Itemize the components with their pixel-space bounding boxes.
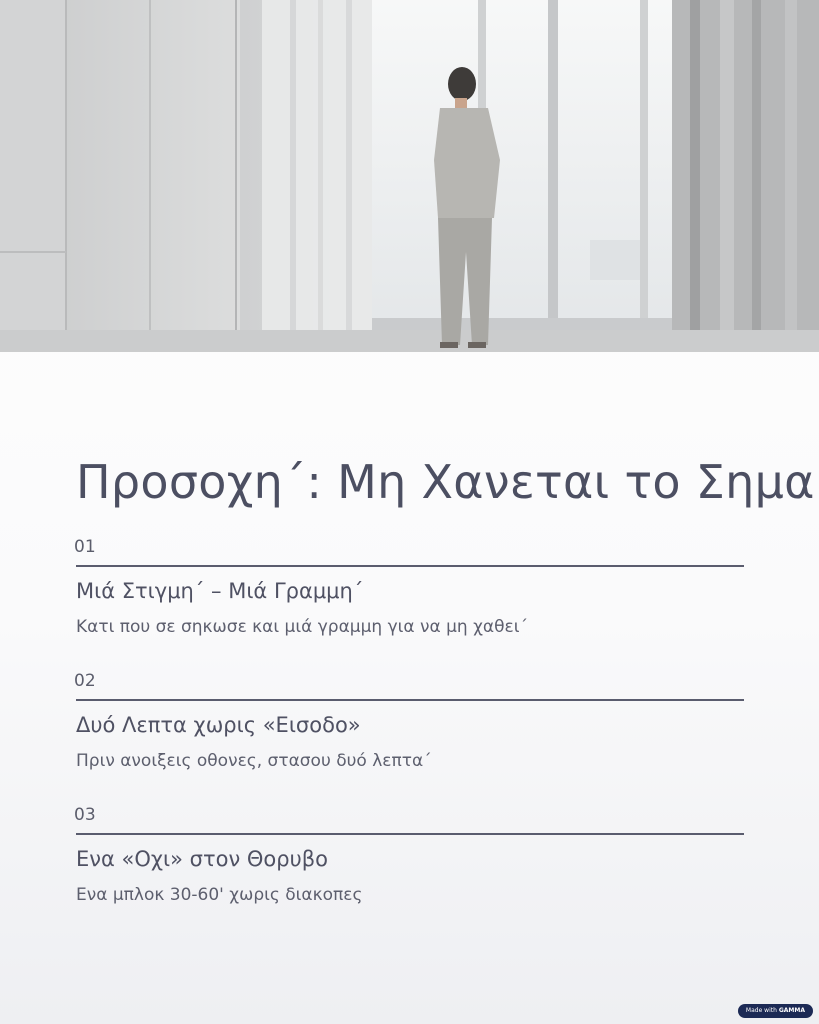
- section-number: 03: [74, 805, 96, 825]
- section-number: 02: [74, 671, 96, 691]
- section-title: Μιά Στιγμη΄ – Μιά Γραμμη΄: [76, 579, 364, 603]
- main-content: [74, 455, 815, 939]
- divider: [76, 833, 744, 835]
- badge-prefix: Made with: [745, 1007, 777, 1014]
- hero-image: [0, 0, 819, 352]
- divider: [76, 565, 744, 567]
- section-title: Ενα «Οχι» στον Θορυβο: [76, 847, 328, 871]
- badge-brand: GAMMA: [778, 1007, 805, 1014]
- section-number: 01: [74, 537, 96, 557]
- divider: [76, 699, 744, 701]
- section-title: Δυό Λεπτα χωρις «Εισοδο»: [76, 713, 361, 737]
- made-with-badge[interactable]: [738, 1004, 813, 1018]
- section-1: [76, 537, 744, 637]
- section-description: Κατι που σε σηκωσε και μιά γραμμη για να μη χαθει΄: [76, 617, 528, 637]
- page-title: Προσοχη΄: Μη Χανεται το Σημα: [76, 455, 815, 509]
- section-2: [76, 671, 744, 771]
- photo-man-by-window: [0, 0, 819, 352]
- section-3: [76, 805, 744, 905]
- section-description: Ενα μπλοκ 30-60' χωρις διακοπες: [76, 885, 363, 905]
- section-description: Πριν ανοιξεις οθονες, στασου δυό λεπτα΄: [76, 751, 432, 771]
